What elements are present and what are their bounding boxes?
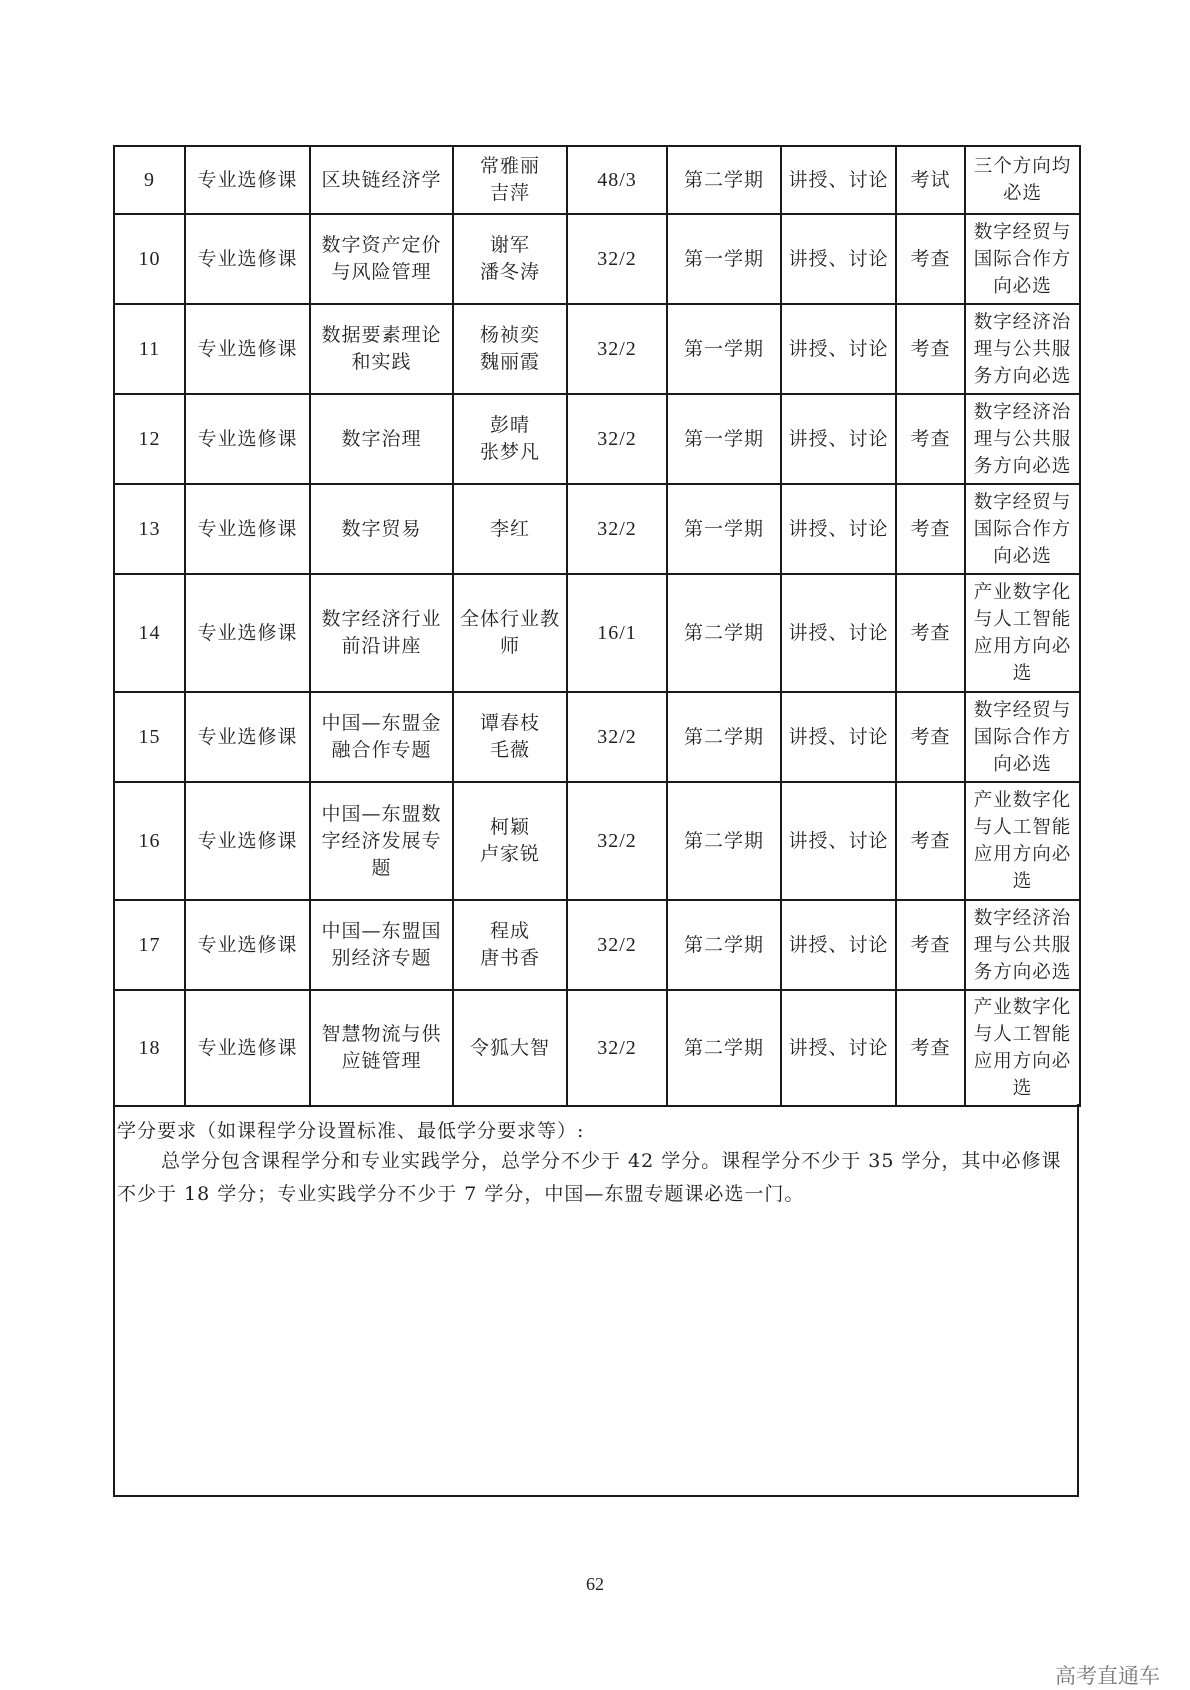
cell-semester: 第二学期	[667, 692, 781, 782]
table-row	[114, 214, 1080, 304]
cell-teachers-line: 柯颖	[489, 816, 530, 838]
cell-hours-credits: 32/2	[567, 394, 667, 484]
cell-teachers-line: 令狐大智	[469, 1036, 550, 1059]
table-row	[114, 692, 1080, 782]
cell-remarks-line: 国际合作方	[973, 518, 1072, 540]
cell-teachers	[453, 304, 567, 394]
cell-index: 14	[114, 574, 185, 692]
cell-index: 9	[114, 146, 185, 214]
table-row	[114, 990, 1080, 1106]
cell-hours-credits: 16/1	[567, 574, 667, 692]
cell-remarks-line: 产业数字化	[973, 790, 1072, 811]
cell-course-name	[310, 692, 453, 782]
cell-course-type: 专业选修课	[185, 394, 310, 484]
cell-teachers	[453, 574, 567, 692]
cell-teachers	[453, 214, 567, 304]
cell-remarks-line: 应用方向必	[973, 636, 1072, 657]
elective-course-table	[113, 145, 1081, 1107]
cell-course-name	[310, 146, 453, 214]
cell-hours-credits: 32/2	[567, 692, 667, 782]
cell-index: 15	[114, 692, 185, 782]
cell-remarks	[965, 574, 1080, 692]
cell-assessment: 考查	[896, 214, 965, 304]
cell-remarks-line: 必选	[1002, 183, 1042, 204]
cell-teaching-method: 讲授、讨论	[781, 484, 896, 574]
cell-course-name	[310, 900, 453, 990]
cell-remarks-line: 理与公共服	[973, 338, 1072, 360]
cell-semester: 第二学期	[667, 990, 781, 1106]
cell-teaching-method: 讲授、讨论	[781, 990, 896, 1106]
cell-course-name-line: 前沿讲座	[341, 635, 422, 657]
credit-requirements-heading: 学分要求（如课程学分设置标准、最低学分要求等）:	[117, 1120, 585, 1142]
cell-course-name-line: 数据要素理论	[321, 324, 442, 346]
cell-course-name-line: 数字贸易	[341, 517, 422, 540]
cell-teaching-method: 讲授、讨论	[781, 146, 896, 214]
cell-hours-credits: 32/2	[567, 214, 667, 304]
table-row	[114, 146, 1080, 214]
cell-remarks-line: 数字经济治	[973, 401, 1072, 423]
cell-remarks	[965, 304, 1080, 394]
cell-teachers-line: 唐书香	[479, 947, 540, 969]
cell-remarks-line: 数字经济治	[973, 311, 1072, 333]
cell-index: 13	[114, 484, 185, 574]
cell-course-name	[310, 304, 453, 394]
cell-remarks-line: 务方向必选	[973, 961, 1072, 983]
cell-course-name-line: 数字经济行业	[321, 608, 442, 630]
cell-semester: 第一学期	[667, 214, 781, 304]
cell-remarks-line: 应用方向必	[973, 844, 1072, 865]
cell-course-type: 专业选修课	[185, 900, 310, 990]
cell-remarks-line: 选	[1012, 871, 1033, 892]
cell-teachers	[453, 692, 567, 782]
table-row	[114, 782, 1080, 900]
cell-teachers	[453, 782, 567, 900]
cell-remarks-line: 选	[1012, 1078, 1033, 1099]
cell-remarks-line: 产业数字化	[973, 997, 1072, 1018]
cell-assessment: 考查	[896, 990, 965, 1106]
cell-course-name-line: 别经济专题	[331, 947, 432, 969]
cell-assessment: 考查	[896, 900, 965, 990]
table-row	[114, 484, 1080, 574]
cell-teaching-method: 讲授、讨论	[781, 214, 896, 304]
cell-course-name	[310, 574, 453, 692]
cell-course-name-line: 智慧物流与供	[321, 1023, 442, 1045]
cell-remarks-line: 与人工智能	[973, 609, 1072, 630]
cell-teachers	[453, 146, 567, 214]
course-table-body	[114, 146, 1080, 1106]
credit-requirements-text: 总学分包含课程学分和专业实践学分，总学分不少于 42 学分。课程学分不少于 35 学分，其中必修课不少于 18 学分；专业实践学分不少于 7 学分，中国—东盟专题课必选一门。	[117, 1150, 1062, 1205]
credit-requirements-section	[113, 1104, 1079, 1497]
cell-remarks-line: 数字经贸与	[973, 221, 1072, 243]
cell-assessment: 考试	[896, 146, 965, 214]
cell-teaching-method: 讲授、讨论	[781, 394, 896, 484]
cell-remarks	[965, 146, 1080, 214]
cell-teachers	[453, 990, 567, 1106]
cell-teachers-line: 彭晴	[489, 414, 530, 436]
cell-assessment: 考查	[896, 574, 965, 692]
cell-course-name-line: 和实践	[351, 351, 412, 373]
cell-semester: 第一学期	[667, 394, 781, 484]
cell-remarks-line: 务方向必选	[973, 455, 1072, 477]
cell-course-type: 专业选修课	[185, 304, 310, 394]
cell-teachers-line: 谭春枝	[479, 712, 540, 734]
cell-course-name-line: 融合作专题	[331, 739, 432, 761]
cell-course-type: 专业选修课	[185, 484, 310, 574]
cell-teachers-line: 谢军	[489, 234, 530, 256]
cell-remarks-line: 理与公共服	[973, 934, 1072, 956]
cell-teaching-method: 讲授、讨论	[781, 782, 896, 900]
cell-remarks-line: 三个方向均	[973, 156, 1072, 177]
cell-teachers-line: 杨祯奕	[479, 324, 540, 346]
cell-semester: 第一学期	[667, 484, 781, 574]
cell-hours-credits: 32/2	[567, 900, 667, 990]
cell-teaching-method: 讲授、讨论	[781, 900, 896, 990]
cell-remarks-line: 向必选	[993, 275, 1052, 297]
cell-remarks	[965, 990, 1080, 1106]
cell-course-name-line: 中国—东盟金	[321, 712, 442, 734]
cell-hours-credits: 32/2	[567, 484, 667, 574]
cell-hours-credits: 48/3	[567, 146, 667, 214]
cell-hours-credits: 32/2	[567, 782, 667, 900]
cell-teachers	[453, 484, 567, 574]
cell-remarks-line: 数字经贸与	[973, 491, 1072, 513]
cell-teachers-line: 师	[499, 635, 520, 657]
cell-course-name-line: 应链管理	[341, 1050, 422, 1072]
cell-remarks-line: 与人工智能	[973, 817, 1072, 838]
cell-course-name-line: 题	[371, 856, 392, 879]
cell-teaching-method: 讲授、讨论	[781, 574, 896, 692]
cell-course-name-line: 与风险管理	[331, 261, 432, 283]
cell-teachers-line: 张梦凡	[479, 441, 540, 463]
cell-course-name-line: 数字资产定价	[321, 234, 442, 256]
cell-teachers	[453, 394, 567, 484]
cell-teaching-method: 讲授、讨论	[781, 304, 896, 394]
cell-course-type: 专业选修课	[185, 146, 310, 214]
cell-course-name	[310, 484, 453, 574]
cell-hours-credits: 32/2	[567, 304, 667, 394]
cell-teachers-line: 李红	[489, 517, 530, 540]
cell-index: 12	[114, 394, 185, 484]
cell-course-name-line: 中国—东盟国	[321, 920, 442, 942]
cell-teaching-method: 讲授、讨论	[781, 692, 896, 782]
page-number: 62	[586, 1574, 604, 1594]
cell-remarks-line: 国际合作方	[973, 248, 1072, 270]
cell-course-name-line: 区块链经济学	[321, 168, 442, 191]
cell-remarks-line: 数字经济治	[973, 907, 1072, 929]
table-row	[114, 394, 1080, 484]
cell-teachers-line: 魏丽霞	[479, 351, 540, 373]
cell-assessment: 考查	[896, 782, 965, 900]
cell-teachers	[453, 900, 567, 990]
cell-index: 18	[114, 990, 185, 1106]
cell-remarks-line: 理与公共服	[973, 428, 1072, 450]
cell-index: 17	[114, 900, 185, 990]
watermark-logo-text: 高考直通车	[1055, 1664, 1160, 1688]
cell-remarks-line: 产业数字化	[973, 582, 1072, 603]
cell-course-name	[310, 990, 453, 1106]
cell-course-name-line: 字经济发展专	[321, 829, 442, 852]
cell-assessment: 考查	[896, 394, 965, 484]
cell-course-type: 专业选修课	[185, 574, 310, 692]
course-table-container	[113, 145, 1079, 1107]
cell-remarks	[965, 782, 1080, 900]
cell-course-type: 专业选修课	[185, 692, 310, 782]
table-row	[114, 304, 1080, 394]
cell-assessment: 考查	[896, 304, 965, 394]
cell-course-type: 专业选修课	[185, 990, 310, 1106]
cell-remarks-line: 选	[1012, 663, 1033, 684]
cell-remarks	[965, 484, 1080, 574]
cell-remarks-line: 与人工智能	[973, 1024, 1072, 1045]
cell-course-type: 专业选修课	[185, 782, 310, 900]
cell-semester: 第二学期	[667, 146, 781, 214]
cell-remarks	[965, 692, 1080, 782]
cell-remarks-line: 向必选	[993, 753, 1052, 775]
cell-course-name	[310, 782, 453, 900]
cell-course-name	[310, 394, 453, 484]
cell-semester: 第二学期	[667, 782, 781, 900]
cell-course-name-line: 数字治理	[341, 427, 422, 450]
cell-hours-credits: 32/2	[567, 990, 667, 1106]
cell-remarks	[965, 394, 1080, 484]
cell-teachers-line: 潘冬涛	[479, 261, 540, 283]
cell-semester: 第二学期	[667, 900, 781, 990]
cell-remarks-line: 国际合作方	[973, 726, 1072, 748]
cell-course-name-line: 中国—东盟数	[321, 802, 442, 825]
cell-teachers-line: 常雅丽	[479, 155, 540, 177]
cell-index: 16	[114, 782, 185, 900]
table-row	[114, 574, 1080, 692]
cell-remarks-line: 应用方向必	[973, 1051, 1072, 1072]
cell-remarks	[965, 900, 1080, 990]
cell-remarks	[965, 214, 1080, 304]
cell-teachers-line: 毛薇	[489, 739, 530, 761]
cell-semester: 第二学期	[667, 574, 781, 692]
cell-index: 10	[114, 214, 185, 304]
cell-teachers-line: 全体行业教	[459, 608, 560, 630]
table-row	[114, 900, 1080, 990]
cell-assessment: 考查	[896, 692, 965, 782]
cell-index: 11	[114, 304, 185, 394]
cell-remarks-line: 向必选	[993, 545, 1052, 567]
cell-semester: 第一学期	[667, 304, 781, 394]
cell-remarks-line: 务方向必选	[973, 365, 1072, 387]
cell-teachers-line: 程成	[489, 920, 530, 942]
cell-assessment: 考查	[896, 484, 965, 574]
cell-course-name	[310, 214, 453, 304]
cell-remarks-line: 数字经贸与	[973, 699, 1072, 721]
cell-teachers-line: 卢家锐	[479, 843, 540, 865]
cell-course-type: 专业选修课	[185, 214, 310, 304]
cell-teachers-line: 吉萍	[489, 182, 530, 204]
